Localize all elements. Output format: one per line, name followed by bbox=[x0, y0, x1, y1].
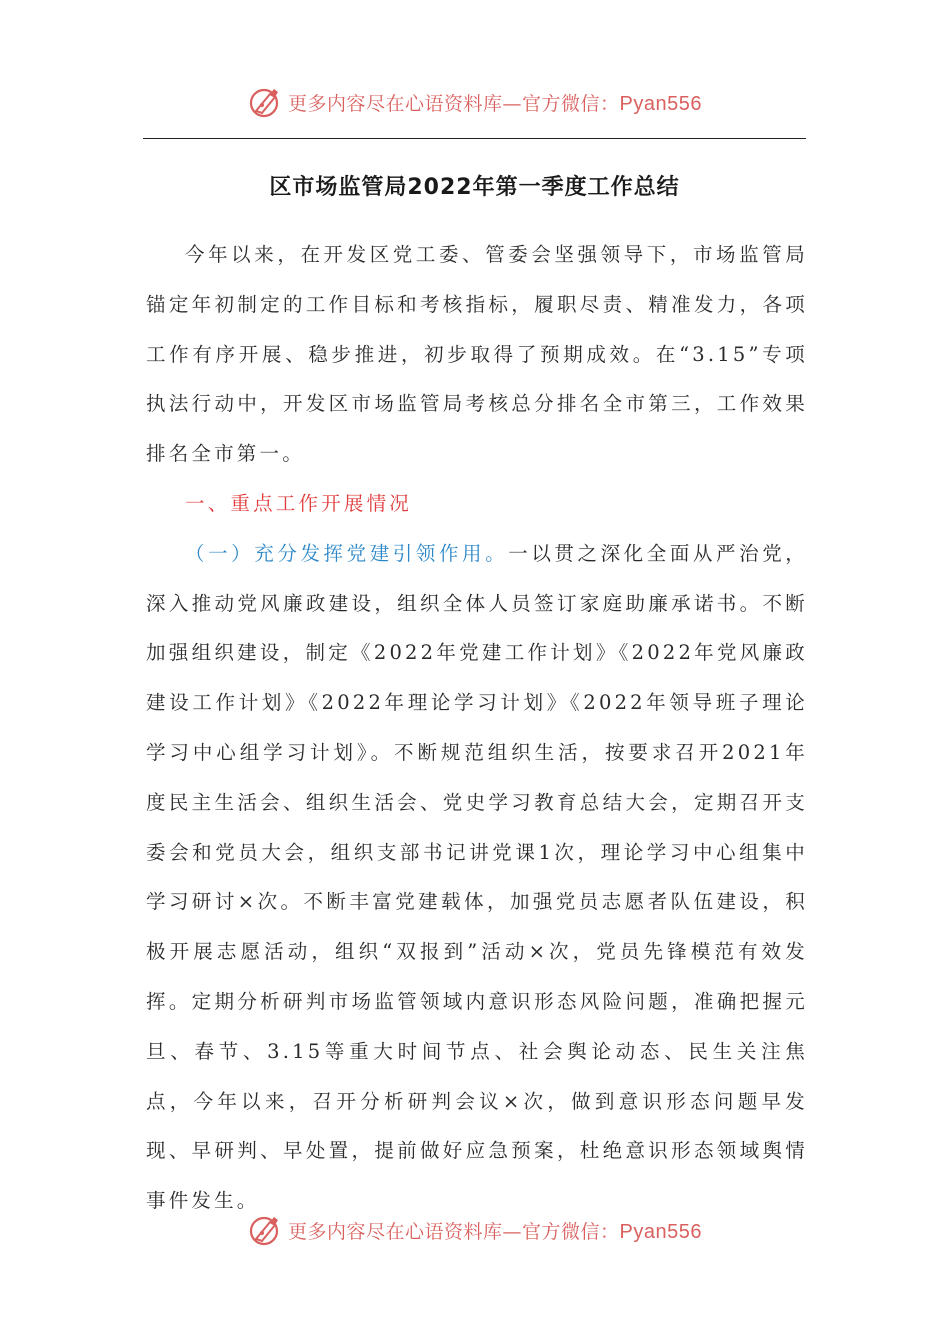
pen-nib-circle-icon bbox=[248, 85, 282, 119]
watermark-handle: Pyan556 bbox=[619, 92, 702, 115]
watermark-banner-bottom bbox=[0, 1210, 950, 1250]
section-heading: 一、重点工作开展情况 bbox=[185, 491, 413, 515]
watermark-prefix: 更多内容尽在心语资料库—官方微信： bbox=[288, 92, 620, 115]
pen-nib-circle-icon bbox=[248, 1213, 282, 1247]
subheading: （一）充分发挥党建引领作用。 bbox=[185, 541, 509, 565]
watermark-prefix: 更多内容尽在心语资料库—官方微信： bbox=[288, 1220, 620, 1243]
watermark-handle: Pyan556 bbox=[619, 1220, 702, 1243]
watermark-banner-top bbox=[0, 82, 950, 122]
watermark-text bbox=[288, 1217, 702, 1244]
intro-paragraph: 今年以来，在开发区党工委、管委会坚强领导下，市场监管局锚定年初制定的工作目标和考核指标，履职尽责、精准发力，各项工作有序开展、稳步推进，初步取得了预期成效。在“3.15”专项执法行动中，开发区市场监管局考核总分排名全市第三，工作效果排名全市第一。 bbox=[146, 243, 808, 466]
document-title: 区市场监管局2022年第一季度工作总结 bbox=[269, 175, 680, 200]
watermark-text bbox=[288, 89, 702, 116]
document-body bbox=[146, 230, 808, 1226]
paragraph-party-building bbox=[146, 529, 808, 1226]
header-rule bbox=[143, 138, 806, 139]
paragraph-text: 一以贯之深化全面从严治党，深入推动党风廉政建设，组织全体人员签订家庭助廉承诺书。不断加强组织建设，制定《2022年党建工作计划》《2022年党风廉政建设工作计划》《2022年理论学习计划》《2022年领导班子理论学习中心组学习计划》。不断规范组织生活，按要求召开2021年度民主生活会、组织生活会、党史学习教育总结大会，定期召开支委会和党员大会，组织支部书记讲党课1次，理论学习中心组集中学习研讨×次。不断丰富党建载体，加强党员志愿者队伍建设，积极开展志愿活动，组织“双报到”活动×次，党员先锋模范有效发挥。定期分析研判市场监管领域内意识形态风险问题，准确把握元旦、春节、3.15等重大时间节点、社会舆论动态、民生关注焦点，今年以来，召开分析研判会议×次，做到意识形态问题早发现、早研判、早处置，提前做好应急预案，杜绝意识形态领域舆情事件发生。 bbox=[146, 541, 808, 1213]
